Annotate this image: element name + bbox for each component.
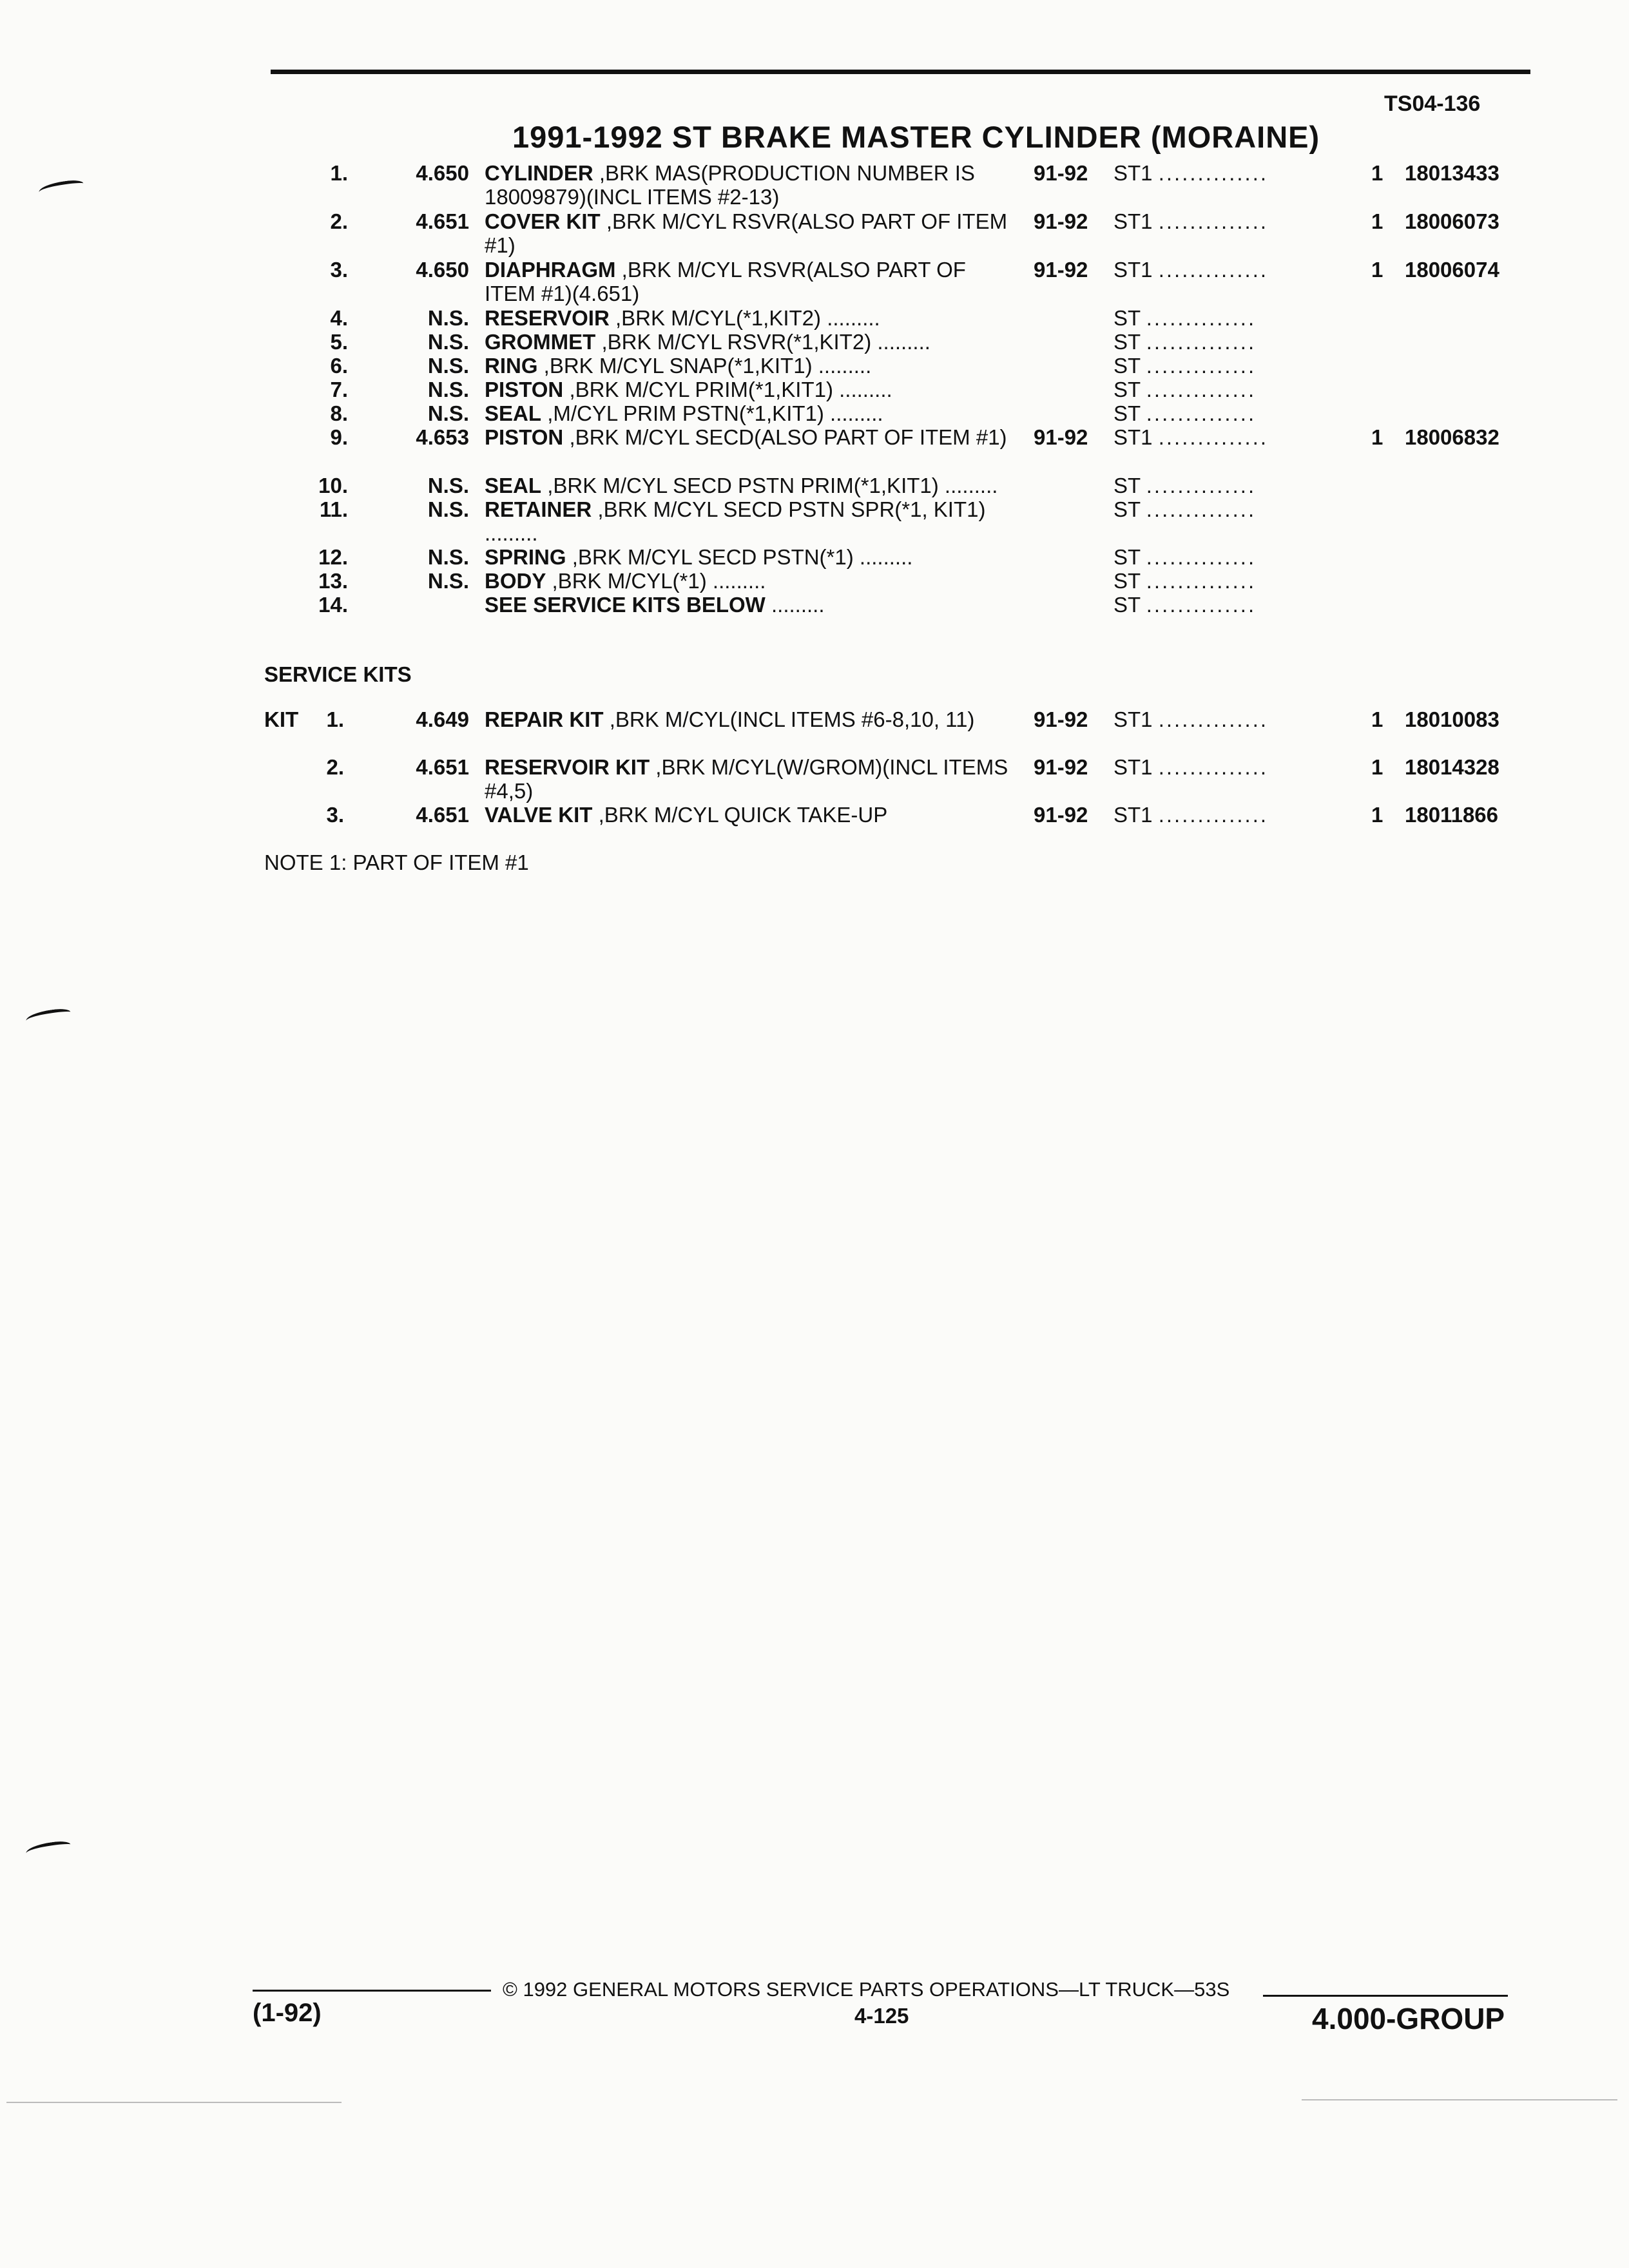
scan-edge-line xyxy=(6,2102,342,2103)
item-description xyxy=(485,425,1013,449)
item-description xyxy=(485,569,1013,593)
item-qty: 1 xyxy=(1371,209,1383,233)
leader-dots: .............. xyxy=(1158,258,1269,282)
item-desc: ,BRK M/CYL SECD PSTN PRIM(*1,KIT1) xyxy=(547,474,939,497)
item-name: BODY xyxy=(485,569,546,593)
item-part-number: 18006073 xyxy=(1405,209,1499,233)
item-desc: ,BRK M/CYL QUICK TAKE-UP xyxy=(598,803,888,827)
page-code: TS04-136 xyxy=(1384,91,1481,116)
item-description xyxy=(485,497,1013,545)
item-part-number: 18011866 xyxy=(1405,803,1499,827)
item-part-number: 18006832 xyxy=(1405,425,1499,449)
item-model: ST xyxy=(1113,354,1141,378)
leader-dots: ......... xyxy=(771,593,825,617)
leader-dots: .............. xyxy=(1158,425,1269,449)
item-number: 9. xyxy=(330,425,348,449)
item-number: 11. xyxy=(319,497,348,521)
item-desc: ,BRK M/CYL PRIM(*1,KIT1) xyxy=(569,378,833,401)
binder-mark xyxy=(25,1840,72,1858)
leader-dots: ......... xyxy=(938,474,998,497)
item-desc: ,BRK M/CYL(*1) xyxy=(552,569,707,593)
item-name: DIAPHRAGM xyxy=(485,258,616,282)
note-text: PART OF ITEM #1 xyxy=(352,850,529,874)
item-description xyxy=(485,161,1013,209)
item-model: ST1 xyxy=(1113,425,1153,449)
item-model: ST1 xyxy=(1113,803,1153,827)
item-model-cell xyxy=(1113,354,1256,378)
leader-dots: ......... xyxy=(853,545,913,569)
item-model: ST xyxy=(1113,569,1141,593)
table-row xyxy=(0,425,1629,473)
item-desc: ,BRK M/CYL RSVR(ALSO PART OF ITEM #1) xyxy=(485,209,1008,257)
item-model-cell xyxy=(1113,545,1256,569)
item-ref: 4.651 xyxy=(416,209,469,233)
item-name: RESERVOIR xyxy=(485,306,610,330)
leader-dots: ......... xyxy=(824,401,883,425)
leader-dots: ......... xyxy=(485,521,538,545)
item-model-cell xyxy=(1113,474,1256,497)
item-ref: 4.653 xyxy=(416,425,469,449)
item-model: ST xyxy=(1113,593,1141,617)
item-name: SEAL xyxy=(485,474,542,497)
leader-dots: ......... xyxy=(833,378,892,401)
item-model-cell xyxy=(1113,707,1268,731)
item-description xyxy=(485,803,1013,827)
item-model: ST1 xyxy=(1113,258,1153,282)
leader-dots: .............. xyxy=(1146,401,1257,425)
item-model: ST xyxy=(1113,497,1141,521)
leader-dots: ......... xyxy=(706,569,766,593)
item-qty: 1 xyxy=(1371,161,1383,185)
item-ref: N.S. xyxy=(427,306,469,330)
item-ref: 4.650 xyxy=(416,161,469,185)
item-model: ST xyxy=(1113,306,1141,330)
table-row xyxy=(0,755,1629,803)
footer-date: (1-92) xyxy=(253,1999,322,2027)
footer-rule-left xyxy=(253,1990,491,1992)
item-number: 8. xyxy=(330,401,348,425)
item-name: COVER KIT xyxy=(485,209,601,233)
item-ref: 4.651 xyxy=(416,803,469,827)
item-model-cell xyxy=(1113,306,1256,330)
item-ref: N.S. xyxy=(427,354,469,378)
item-model-cell xyxy=(1113,803,1268,827)
item-name: SEAL xyxy=(485,401,542,425)
item-name: VALVE KIT xyxy=(485,803,593,827)
page-title: 1991-1992 ST BRAKE MASTER CYLINDER (MORAINE) xyxy=(512,120,1320,154)
item-model: ST xyxy=(1113,474,1141,497)
item-desc: ,BRK M/CYL SNAP(*1,KIT1) xyxy=(543,354,813,378)
footer-copyright: © 1992 GENERAL MOTORS SERVICE PARTS OPERATIONS—LT TRUCK—53S xyxy=(503,1978,1230,2001)
leader-dots: ......... xyxy=(812,354,872,378)
item-year: 91-92 xyxy=(1034,209,1088,233)
item-desc: ,BRK M/CYL SECD PSTN SPR(*1, KIT1) xyxy=(597,497,986,521)
item-description xyxy=(485,378,1013,401)
item-desc: ,M/CYL PRIM PSTN(*1,KIT1) xyxy=(547,401,824,425)
table-row xyxy=(0,209,1629,257)
item-number: 7. xyxy=(330,378,348,401)
item-desc: ,BRK M/CYL(INCL ITEMS #6-8,10, 11) xyxy=(609,707,975,731)
item-name: GROMMET xyxy=(485,330,596,354)
kit-label: KIT xyxy=(264,707,299,731)
leader-dots: .............. xyxy=(1146,545,1257,569)
note xyxy=(264,850,529,875)
item-name: SPRING xyxy=(485,545,566,569)
item-ref: 4.651 xyxy=(416,755,469,779)
item-model: ST xyxy=(1113,401,1141,425)
leader-dots: .............. xyxy=(1146,497,1257,521)
leader-dots: ......... xyxy=(821,306,880,330)
item-number: 1. xyxy=(330,161,348,185)
item-desc: ,BRK M/CYL SECD(ALSO PART OF ITEM #1) xyxy=(569,425,1007,449)
item-year: 91-92 xyxy=(1034,258,1088,282)
item-number: 6. xyxy=(330,354,348,378)
item-model-cell xyxy=(1113,755,1268,779)
item-model-cell xyxy=(1113,209,1268,233)
item-description xyxy=(485,401,1013,425)
item-model: ST xyxy=(1113,330,1141,354)
scan-edge-line xyxy=(1302,2099,1617,2100)
item-model-cell xyxy=(1113,330,1256,354)
item-ref: 4.650 xyxy=(416,258,469,282)
leader-dots: .............. xyxy=(1146,593,1257,617)
item-year: 91-92 xyxy=(1034,161,1088,185)
item-qty: 1 xyxy=(1371,707,1383,731)
item-model-cell xyxy=(1113,401,1256,425)
item-name: SEE SERVICE KITS BELOW xyxy=(485,593,766,617)
table-row xyxy=(0,258,1629,305)
item-description xyxy=(485,258,1013,305)
item-desc: ,BRK M/CYL SECD PSTN(*1) xyxy=(572,545,854,569)
item-description xyxy=(485,209,1013,257)
item-model: ST1 xyxy=(1113,755,1153,779)
service-kits-heading: SERVICE KITS xyxy=(264,662,412,686)
item-number: 14. xyxy=(318,593,348,617)
item-model-cell xyxy=(1113,161,1268,185)
item-model: ST1 xyxy=(1113,209,1153,233)
item-part-number: 18010083 xyxy=(1405,707,1499,731)
item-name: RING xyxy=(485,354,538,378)
item-number: 4. xyxy=(330,306,348,330)
item-number: 3. xyxy=(330,258,348,282)
item-part-number: 18014328 xyxy=(1405,755,1499,779)
item-number: 10. xyxy=(318,474,348,497)
item-name: PISTON xyxy=(485,425,564,449)
item-ref: N.S. xyxy=(427,378,469,401)
item-name: CYLINDER xyxy=(485,161,593,185)
footer-group: 4.000-GROUP xyxy=(1312,2002,1505,2035)
item-qty: 1 xyxy=(1371,258,1383,282)
item-model-cell xyxy=(1113,497,1256,521)
table-row xyxy=(0,707,1629,755)
item-name: PISTON xyxy=(485,378,564,401)
item-ref: N.S. xyxy=(427,497,469,521)
leader-dots: .............. xyxy=(1146,474,1257,497)
leader-dots: .............. xyxy=(1158,755,1269,779)
item-year: 91-92 xyxy=(1034,803,1088,827)
item-description xyxy=(485,707,1013,731)
item-desc: ,BRK M/CYL RSVR(*1,KIT2) xyxy=(601,330,872,354)
item-number: 1. xyxy=(326,707,344,731)
item-ref: N.S. xyxy=(427,545,469,569)
item-part-number: 18006074 xyxy=(1405,258,1499,282)
item-name: REPAIR KIT xyxy=(485,707,604,731)
leader-dots: .............. xyxy=(1158,161,1269,185)
leader-dots: .............. xyxy=(1146,330,1257,354)
item-number: 12. xyxy=(318,545,348,569)
item-description xyxy=(485,545,1013,569)
item-ref: N.S. xyxy=(427,330,469,354)
item-model: ST1 xyxy=(1113,707,1153,731)
leader-dots: .............. xyxy=(1146,378,1257,401)
item-number: 2. xyxy=(326,755,344,779)
leader-dots: .............. xyxy=(1146,569,1257,593)
top-rule xyxy=(271,70,1530,74)
item-desc: ,BRK M/CYL RSVR(ALSO PART OF ITEM #1)(4.651) xyxy=(485,258,966,305)
item-number: 13. xyxy=(318,569,348,593)
item-ref: N.S. xyxy=(427,474,469,497)
item-name: RETAINER xyxy=(485,497,592,521)
item-model-cell xyxy=(1113,569,1256,593)
item-description xyxy=(485,354,1013,378)
item-model: ST xyxy=(1113,378,1141,401)
item-name: RESERVOIR KIT xyxy=(485,755,650,779)
item-desc: ,BRK M/CYL(*1,KIT2) xyxy=(615,306,822,330)
item-year: 91-92 xyxy=(1034,755,1088,779)
item-year: 91-92 xyxy=(1034,707,1088,731)
footer-page-number: 4-125 xyxy=(854,2004,909,2028)
item-ref: N.S. xyxy=(427,401,469,425)
binder-mark xyxy=(25,1007,72,1026)
note-label: NOTE 1: xyxy=(264,850,347,874)
item-ref: 4.649 xyxy=(416,707,469,731)
table-row xyxy=(0,161,1629,209)
item-number: 5. xyxy=(330,330,348,354)
item-model-cell xyxy=(1113,378,1256,401)
leader-dots: .............. xyxy=(1158,803,1269,827)
leader-dots: .............. xyxy=(1146,306,1257,330)
item-model-cell xyxy=(1113,258,1268,282)
item-year: 91-92 xyxy=(1034,425,1088,449)
leader-dots: .............. xyxy=(1158,209,1269,233)
item-description xyxy=(485,306,1013,330)
leader-dots: .............. xyxy=(1146,354,1257,378)
item-model: ST1 xyxy=(1113,161,1153,185)
table-row xyxy=(0,803,1629,850)
table-row xyxy=(0,593,1629,640)
item-description xyxy=(485,755,1013,803)
leader-dots: ......... xyxy=(871,330,930,354)
table-row xyxy=(0,497,1629,545)
item-description xyxy=(485,593,1013,617)
item-desc: ,BRK MAS(PRODUCTION NUMBER IS 18009879)(INCL ITEMS #2-13) xyxy=(485,161,975,209)
item-qty: 1 xyxy=(1371,425,1383,449)
item-number: 2. xyxy=(330,209,348,233)
item-model-cell xyxy=(1113,425,1268,449)
item-description xyxy=(485,330,1013,354)
item-model-cell xyxy=(1113,593,1256,617)
footer-rule-right xyxy=(1263,1995,1508,1997)
item-part-number: 18013433 xyxy=(1405,161,1499,185)
item-ref: N.S. xyxy=(427,569,469,593)
item-desc: ,BRK M/CYL(W/GROM)(INCL ITEMS #4,5) xyxy=(485,755,1008,803)
item-number: 3. xyxy=(326,803,344,827)
leader-dots: .............. xyxy=(1158,707,1269,731)
item-qty: 1 xyxy=(1371,803,1383,827)
item-qty: 1 xyxy=(1371,755,1383,779)
item-description xyxy=(485,474,1013,497)
item-model: ST xyxy=(1113,545,1141,569)
